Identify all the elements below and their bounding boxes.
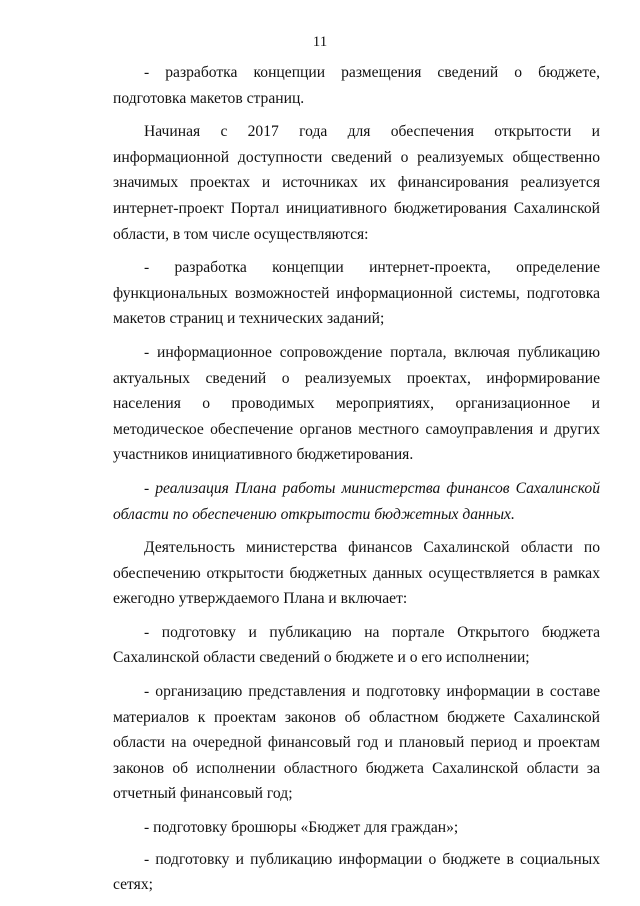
paragraph-law-materials: - организацию представления и подготовку информации в составе материалов к проектам законов об областном бюджете Сахалинской области на очередной финансовый год и плановый период и проектам законов об исполнении областного бюджета Сахалинской области за отчетный финансовый год; — [113, 683, 600, 803]
paragraph-social-networks: - подготовку и публикацию информации о бюджете в социальных сетях; — [113, 850, 600, 894]
paragraph-open-budget-portal: - подготовку и публикацию на портале Открытого бюджета Сахалинской области сведений о бюджете и о его исполнении; — [113, 623, 600, 667]
paragraph-portal-concept: - разработка концепции интернет-проекта, определение функциональных возможностей информационной системы, подготовка макетов страниц и технических заданий; — [113, 259, 600, 328]
document-body — [113, 60, 600, 906]
paragraph-portal-intro: Начиная с 2017 года для обеспечения открытости и информационной доступности сведений о реализуемых общественно значимых проектах и источниках их финансирования реализуется интернет-проект Портал инициативного бюджетирования Сахалинской области, в том числе осуществляются: — [113, 123, 600, 243]
paragraph-plan-heading: - реализация Плана работы министерства финансов Сахалинской области по обеспечению открытости бюджетных данных. — [113, 479, 600, 523]
paragraph-citizens-brochure: - подготовку брошюры «Бюджет для граждан»; — [144, 819, 459, 837]
paragraph-portal-support: - информационное сопровождение портала, включая публикацию актуальных сведений о реализуемых проектах, информирование населения о проводимых мероприятиях, организационное и методическое обеспечение органов местного самоуправления и других участников инициативного бюджетирования. — [113, 343, 600, 464]
paragraph-budget-concept: - разработка концепции размещения сведений о бюджете, подготовка макетов страниц. — [113, 64, 600, 107]
paragraph-ministry-activity: Деятельность министерства финансов Сахалинской области по обеспечению открытости бюджетных данных осуществляется в рамках ежегодно утверждаемого Плана и включает: — [113, 539, 600, 608]
page-number: 11 — [312, 34, 328, 50]
